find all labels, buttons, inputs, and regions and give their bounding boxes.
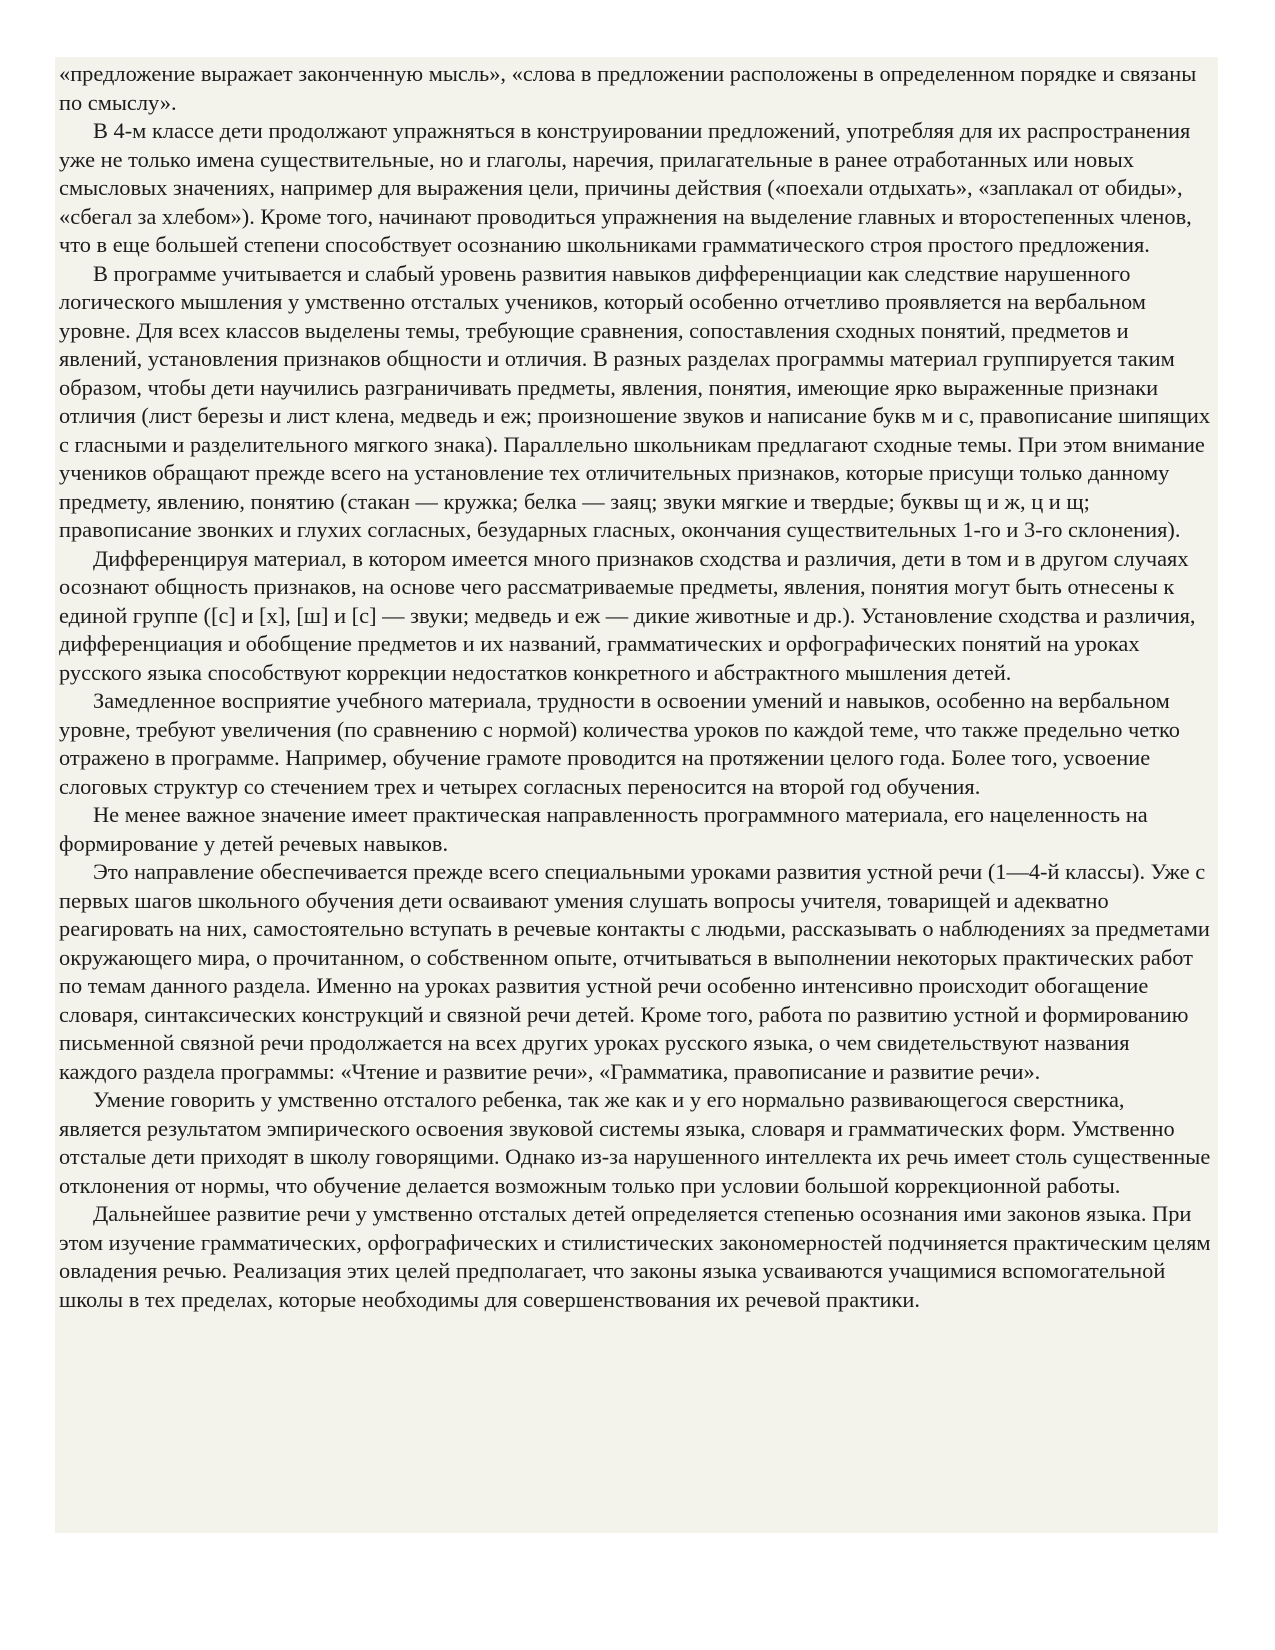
paragraph: Не менее важное значение имеет практическая направленность программного материала, его нацеленность на формирование у детей речевых навыков.: [59, 802, 1148, 856]
paragraph: Умение говорить у умственно отсталого ребенка, так же как и у его нормально развивающегося сверстника, является результатом эмпирического освоения звуковой системы языка, словаря и грамматических форм. Умственно отсталые дети приходят в школу говорящими. Однако из-за нарушенного интеллекта их речь имеет столь существенные отклонения от нормы, что обучение делается возможным только при условии большой коррекционной работы.: [59, 1087, 1211, 1198]
paragraph: Замедленное восприятие учебного материала, трудности в освоении умений и навыков, особенно на вербальном уровне, требуют увеличения (по сравнению с нормой) количества уроков по каждой теме, что также предельно четко отражено в программе. Например, обучение грамоте проводится на протяжении целого года. Более того, усвоение слоговых структур со стечением трех и четырех согласных переносится на второй год обучения.: [59, 688, 1180, 799]
paragraph: Это направление обеспечивается прежде всего специальными уроками развития устной речи (1—4-й классы). Уже с первых шагов школьного обучения дети осваивают умения слушать вопросы учителя, товарищей и адекватно реагировать на них, самостоятельно вступать в речевые контакты с людьми, рассказывать о наблюдениях за предметами окружающего мира, о прочитанном, о собственном опыте, отчитываться в выполнении некоторых практических работ по темам данного раздела. Именно на уроках развития устной речи особенно интенсивно происходит обогащение словаря, синтаксических конструкций и связной речи детей. Кроме того, работа по развитию устной и формированию письменной связной речи продолжается на всех других уроках русского языка, о чем свидетельствуют названия каждого раздела программы: «Чтение и развитие речи», «Грамматика, правописание и развитие речи».: [59, 859, 1210, 1084]
paragraph: «предложение выражает законченную мысль», «слова в предложении расположены в определенном порядке и связаны по смыслу».: [59, 61, 1197, 115]
paragraph: В 4-м классе дети продолжают упражняться в конструировании предложений, употребляя для их распространения уже не только имена существительные, но и глаголы, наречия, прилагательные в ранее отработанных или новых смысловых значениях, например для выражения цели, причины действия («поехали отдыхать», «заплакал от обиды», «сбегал за хлебом»). Кроме того, начинают проводиться упражнения на выделение главных и второстепенных членов, что в еще большей степени способствует осознанию школьниками грамматического строя простого предложения.: [59, 118, 1192, 257]
paragraph: Дифференцируя материал, в котором имеется много признаков сходства и различия, дети в том и в другом случаях осознают общность признаков, на основе чего рассматриваемые предметы, явления, понятия могут быть отнесены к единой группе ([с] и [х], [ш] и [с] — звуки; медведь и еж — дикие животные и др.). Установление сходства и различия, дифференциация и обобщение предметов и их названий, грамматических и орфографических понятий на уроках русского языка способствуют коррекции недостатков конкретного и абстрактного мышления детей.: [59, 545, 1196, 685]
document-page: [55, 57, 1218, 1533]
paragraph: В программе учитывается и слабый уровень развития навыков дифференциации как следствие нарушенного логического мышления у умственно отсталых учеников, который особенно отчетливо проявляется на вербальном уровне. Для всех классов выделены темы, требующие сравнения, сопоставления сходных понятий, предметов и явлений, установления признаков общности и отличия. В разных разделах программы материал группируется таким образом, чтобы дети научились разграничивать предметы, явления, понятия, имеющие ярко выраженные признаки отличия (лист березы и лист клена, медведь и еж; произношение звуков и написание букв м и с, правописание шипящих с гласными и разделительного мягкого знака). Параллельно школьникам предлагают сходные темы. При этом внимание учеников обращают прежде всего на установление тех отличительных признаков, которые присущи только данному предмету, явлению, понятию (стакан — кружка; белка — заяц; звуки мягкие и твердые; буквы щ и ж, ц и щ; правописание звонких и глухих согласных, безударных гласных, окончания существительных 1-го и 3-го склонения).: [59, 260, 1211, 542]
paragraph: Дальнейшее развитие речи у умственно отсталых детей определяется степенью осознания ими законов языка. При этом изучение грамматических, орфографических и стилистических закономерностей подчиняется практическим целям овладения речью. Реализация этих целей предполагает, что законы языка усваиваются учащимися вспомогательной школы в тех пределах, которые необходимы для совершенствования их речевой практики.: [59, 1201, 1211, 1312]
